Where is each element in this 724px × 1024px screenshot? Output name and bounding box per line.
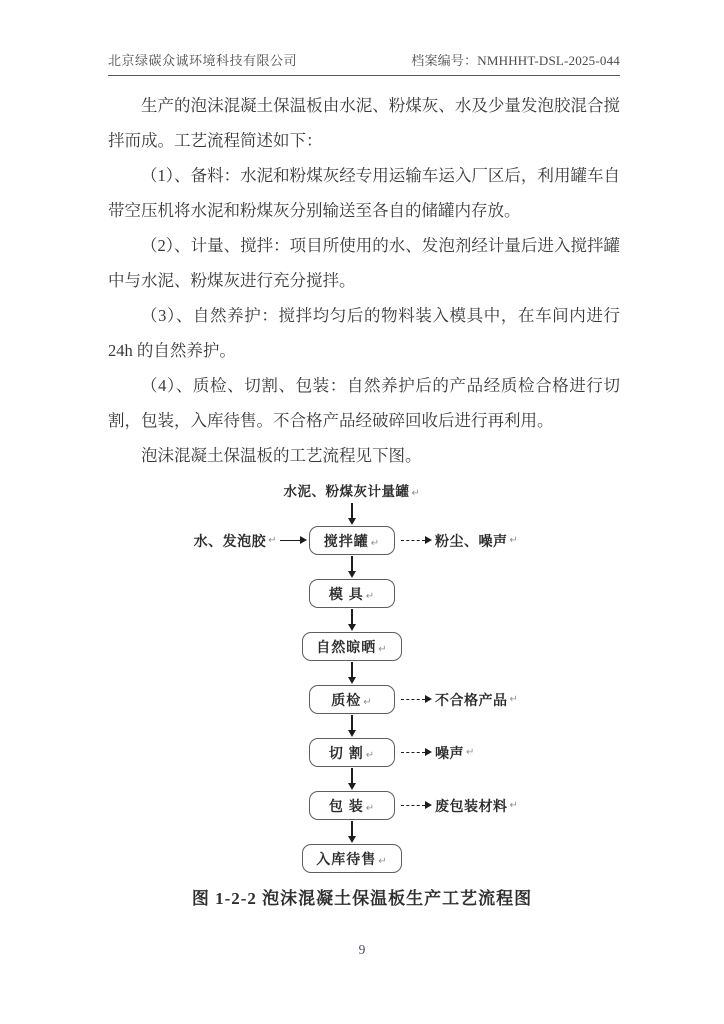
paragraph-intro: 生产的泡沫混凝土保温板由水泥、粉煤灰、水及少量发泡胶混合搅拌而成。工艺流程简述如下：	[108, 96, 620, 150]
node-label: 质检	[331, 691, 362, 708]
paragraph-figure-ref: 泡沫混凝土保温板的工艺流程见下图。	[141, 446, 422, 465]
paragraph-step2: （2）、计量、搅拌：项目所使用的水、发泡剂经计量后进入搅拌罐中与水泥、粉煤灰进行充分搅拌。	[108, 236, 620, 290]
return-mark-icon: ↵	[365, 749, 376, 761]
process-flowchart	[0, 482, 724, 873]
right-arrow-icon	[280, 540, 300, 541]
dashed-right-arrow-icon	[401, 540, 425, 541]
dashed-right-arrow-icon	[401, 699, 425, 700]
return-mark-icon: ↵	[365, 802, 376, 814]
node-label: 模 具	[328, 585, 364, 602]
return-mark-icon: ↵	[363, 696, 373, 708]
flow-node-mixing-tank	[309, 526, 395, 555]
flow-row-storage	[122, 844, 582, 873]
node-label: 搅拌罐	[323, 532, 369, 549]
node-label: 自然晾晒	[316, 638, 377, 655]
return-mark-icon: ↵	[268, 535, 277, 546]
return-mark-icon: ↵	[378, 643, 388, 655]
body-text	[108, 88, 620, 473]
return-mark-icon: ↵	[378, 855, 388, 867]
flow-row-cutting	[122, 738, 582, 767]
flow-source-text: 水泥、粉煤灰计量罐	[283, 484, 410, 499]
paragraph-step4: （4）、质检、切割、包装：自然养护后的产品经质检合格进行切割，包装，入库待售。不合格产品经破碎回收后进行再利用。	[108, 376, 620, 430]
flow-row-packing	[122, 791, 582, 820]
flow-node-mold	[309, 579, 395, 608]
dashed-right-arrow-icon	[401, 805, 425, 806]
page-number: 9	[358, 942, 366, 957]
flow-node-packing	[309, 791, 395, 820]
dashed-right-arrow-icon	[401, 752, 425, 753]
figure-caption: 图 1-2-2 泡沫混凝土保温板生产工艺流程图	[191, 889, 533, 908]
flow-right-output	[395, 743, 582, 763]
page-header	[108, 50, 620, 76]
flowchart-column	[122, 482, 582, 873]
flow-right-output	[395, 690, 582, 710]
flow-row-natural-drying	[122, 632, 582, 661]
paragraph-step3: （3）、自然养护：搅拌均匀后的物料装入模具中，在车间内进行 24h 的自然养护。	[108, 306, 620, 360]
left-input-label: 水、发泡胶	[193, 532, 267, 549]
flow-right-output	[395, 796, 582, 816]
archive-number: 档案编号：NMHHHT-DSL-2025-044	[411, 53, 620, 68]
right-output-label: 废包装材料	[435, 797, 508, 814]
right-output-label: 粉尘、噪声	[435, 532, 508, 549]
node-label: 切 割	[328, 744, 364, 761]
return-mark-icon: ↵	[370, 537, 381, 549]
right-output-label: 不合格产品	[435, 691, 508, 708]
flow-node-storage	[302, 844, 401, 873]
company-name: 北京绿碳众诚环境科技有限公司	[108, 53, 298, 68]
flow-row-quality-check	[122, 685, 582, 714]
return-mark-icon: ↵	[411, 488, 421, 499]
return-mark-icon: ↵	[365, 590, 376, 602]
paragraph-step1: （1）、备料：水泥和粉煤灰经专用运输车运入厂区后，利用罐车自带空压机将水泥和粉煤灰分别输送至各自的储罐内存放。	[108, 166, 620, 220]
return-mark-icon: ↵	[509, 800, 519, 811]
flow-node-cutting	[309, 738, 395, 767]
flow-node-quality-check	[309, 685, 395, 714]
flow-left-input	[122, 531, 309, 551]
node-label: 包 装	[328, 797, 364, 814]
right-output-label: 噪声	[435, 744, 464, 761]
return-mark-icon: ↵	[509, 694, 519, 705]
return-mark-icon: ↵	[509, 535, 519, 546]
flow-row-mixing-tank	[122, 526, 582, 555]
node-label: 入库待售	[316, 850, 377, 867]
flow-right-output	[395, 531, 582, 551]
flow-row-mold	[122, 579, 582, 608]
flow-source-label	[122, 482, 582, 502]
flow-node-natural-drying	[302, 632, 401, 661]
return-mark-icon: ↵	[466, 747, 475, 758]
